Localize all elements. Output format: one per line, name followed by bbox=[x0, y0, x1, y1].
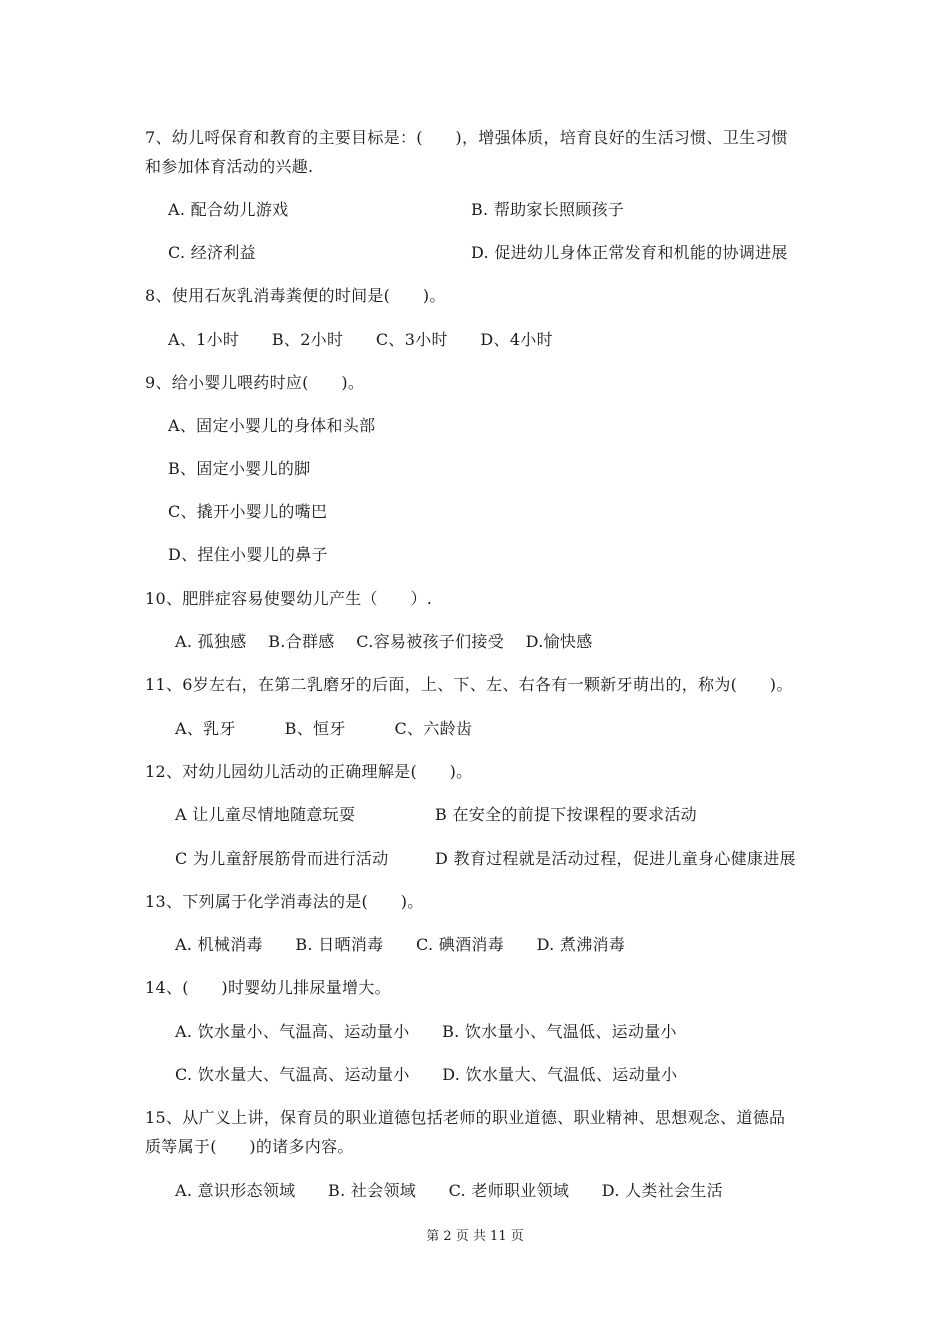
question-15-options: A. 意识形态领域 B. 社会领域 C. 老师职业领域 D. 人类社会生活 bbox=[175, 1181, 723, 1200]
question-15-text: 15、从广义上讲，保育员的职业道德包括老师的职业道德、职业精神、思想观念、道德品 bbox=[145, 1108, 786, 1127]
question-14-options-row1: A. 饮水量小、气温高、运动量小 B. 饮水量小、气温低、运动量小 bbox=[175, 1022, 677, 1041]
question-8-text: 8、使用石灰乳消毒粪便的时间是( )。 bbox=[145, 286, 446, 305]
question-9-option-d: D、捏住小婴儿的鼻子 bbox=[168, 545, 328, 564]
question-14-text: 14、( )时婴幼儿排尿量增大。 bbox=[145, 978, 391, 997]
page-number: 第 2 页 共 11 页 bbox=[426, 1229, 524, 1244]
question-13-text: 13、下列属于化学消毒法的是( )。 bbox=[145, 892, 424, 911]
question-7-text: 7、幼儿哷保育和教育的主要目标是：( )，增强体质，培育良好的生活习惯、卫生习惯 bbox=[145, 128, 788, 147]
question-9-option-a: A、固定小婴儿的身体和头部 bbox=[168, 416, 376, 435]
question-15-text-cont: 质等属于( )的诸多内容。 bbox=[145, 1137, 354, 1156]
question-12-text: 12、对幼儿园幼儿活动的正确理解是( )。 bbox=[145, 762, 473, 781]
question-10-text: 10、肥胖症容易使婴幼儿产生（ ）. bbox=[145, 589, 433, 608]
question-9-option-c: C、撬开小婴儿的嘴巴 bbox=[168, 502, 328, 521]
question-11-text: 11、6岁左右，在第二乳磨牙的后面，上、下、左、右各有一颗新牙萌出的，称为( )。 bbox=[145, 675, 793, 694]
question-12-option-a: A 让儿童尽情地随意玩耍 bbox=[175, 805, 356, 824]
question-14-options-row2: C. 饮水量大、气温高、运动量小 D. 饮水量大、气温低、运动量小 bbox=[175, 1065, 678, 1084]
question-7-option-a: A. 配合幼儿游戏 bbox=[168, 200, 289, 219]
question-9-text: 9、给小婴儿喂药时应( )。 bbox=[145, 373, 365, 392]
question-7-option-b: B. 帮助家长照顾孩子 bbox=[471, 200, 625, 219]
question-9-option-b: B、固定小婴儿的脚 bbox=[168, 459, 311, 478]
question-12-option-b: B 在安全的前提下按课程的要求活动 bbox=[435, 805, 697, 824]
question-11-options: A、乳牙 B、恒牙 C、六龄齿 bbox=[175, 719, 473, 738]
question-7-text-cont: 和参加体育活动的兴趣. bbox=[145, 157, 314, 176]
question-12-option-d: D 教育过程就是活动过程，促进儿童身心健康进展 bbox=[435, 849, 796, 868]
question-10-options: A. 孤独感 B.合群感 C.容易被孩子们接受 D.愉快感 bbox=[175, 632, 593, 651]
question-13-options: A. 机械消毒 B. 日晒消毒 C. 碘酒消毒 D. 煮沸消毒 bbox=[175, 935, 626, 954]
question-8-options: A、1小时 B、2小时 C、3小时 D、4小时 bbox=[168, 330, 553, 349]
question-7-option-c: C. 经济利益 bbox=[168, 243, 256, 262]
question-7-option-d: D. 促进幼儿身体正常发育和机能的协调进展 bbox=[471, 243, 788, 262]
question-12-option-c: C 为儿童舒展筋骨而进行活动 bbox=[175, 849, 389, 868]
